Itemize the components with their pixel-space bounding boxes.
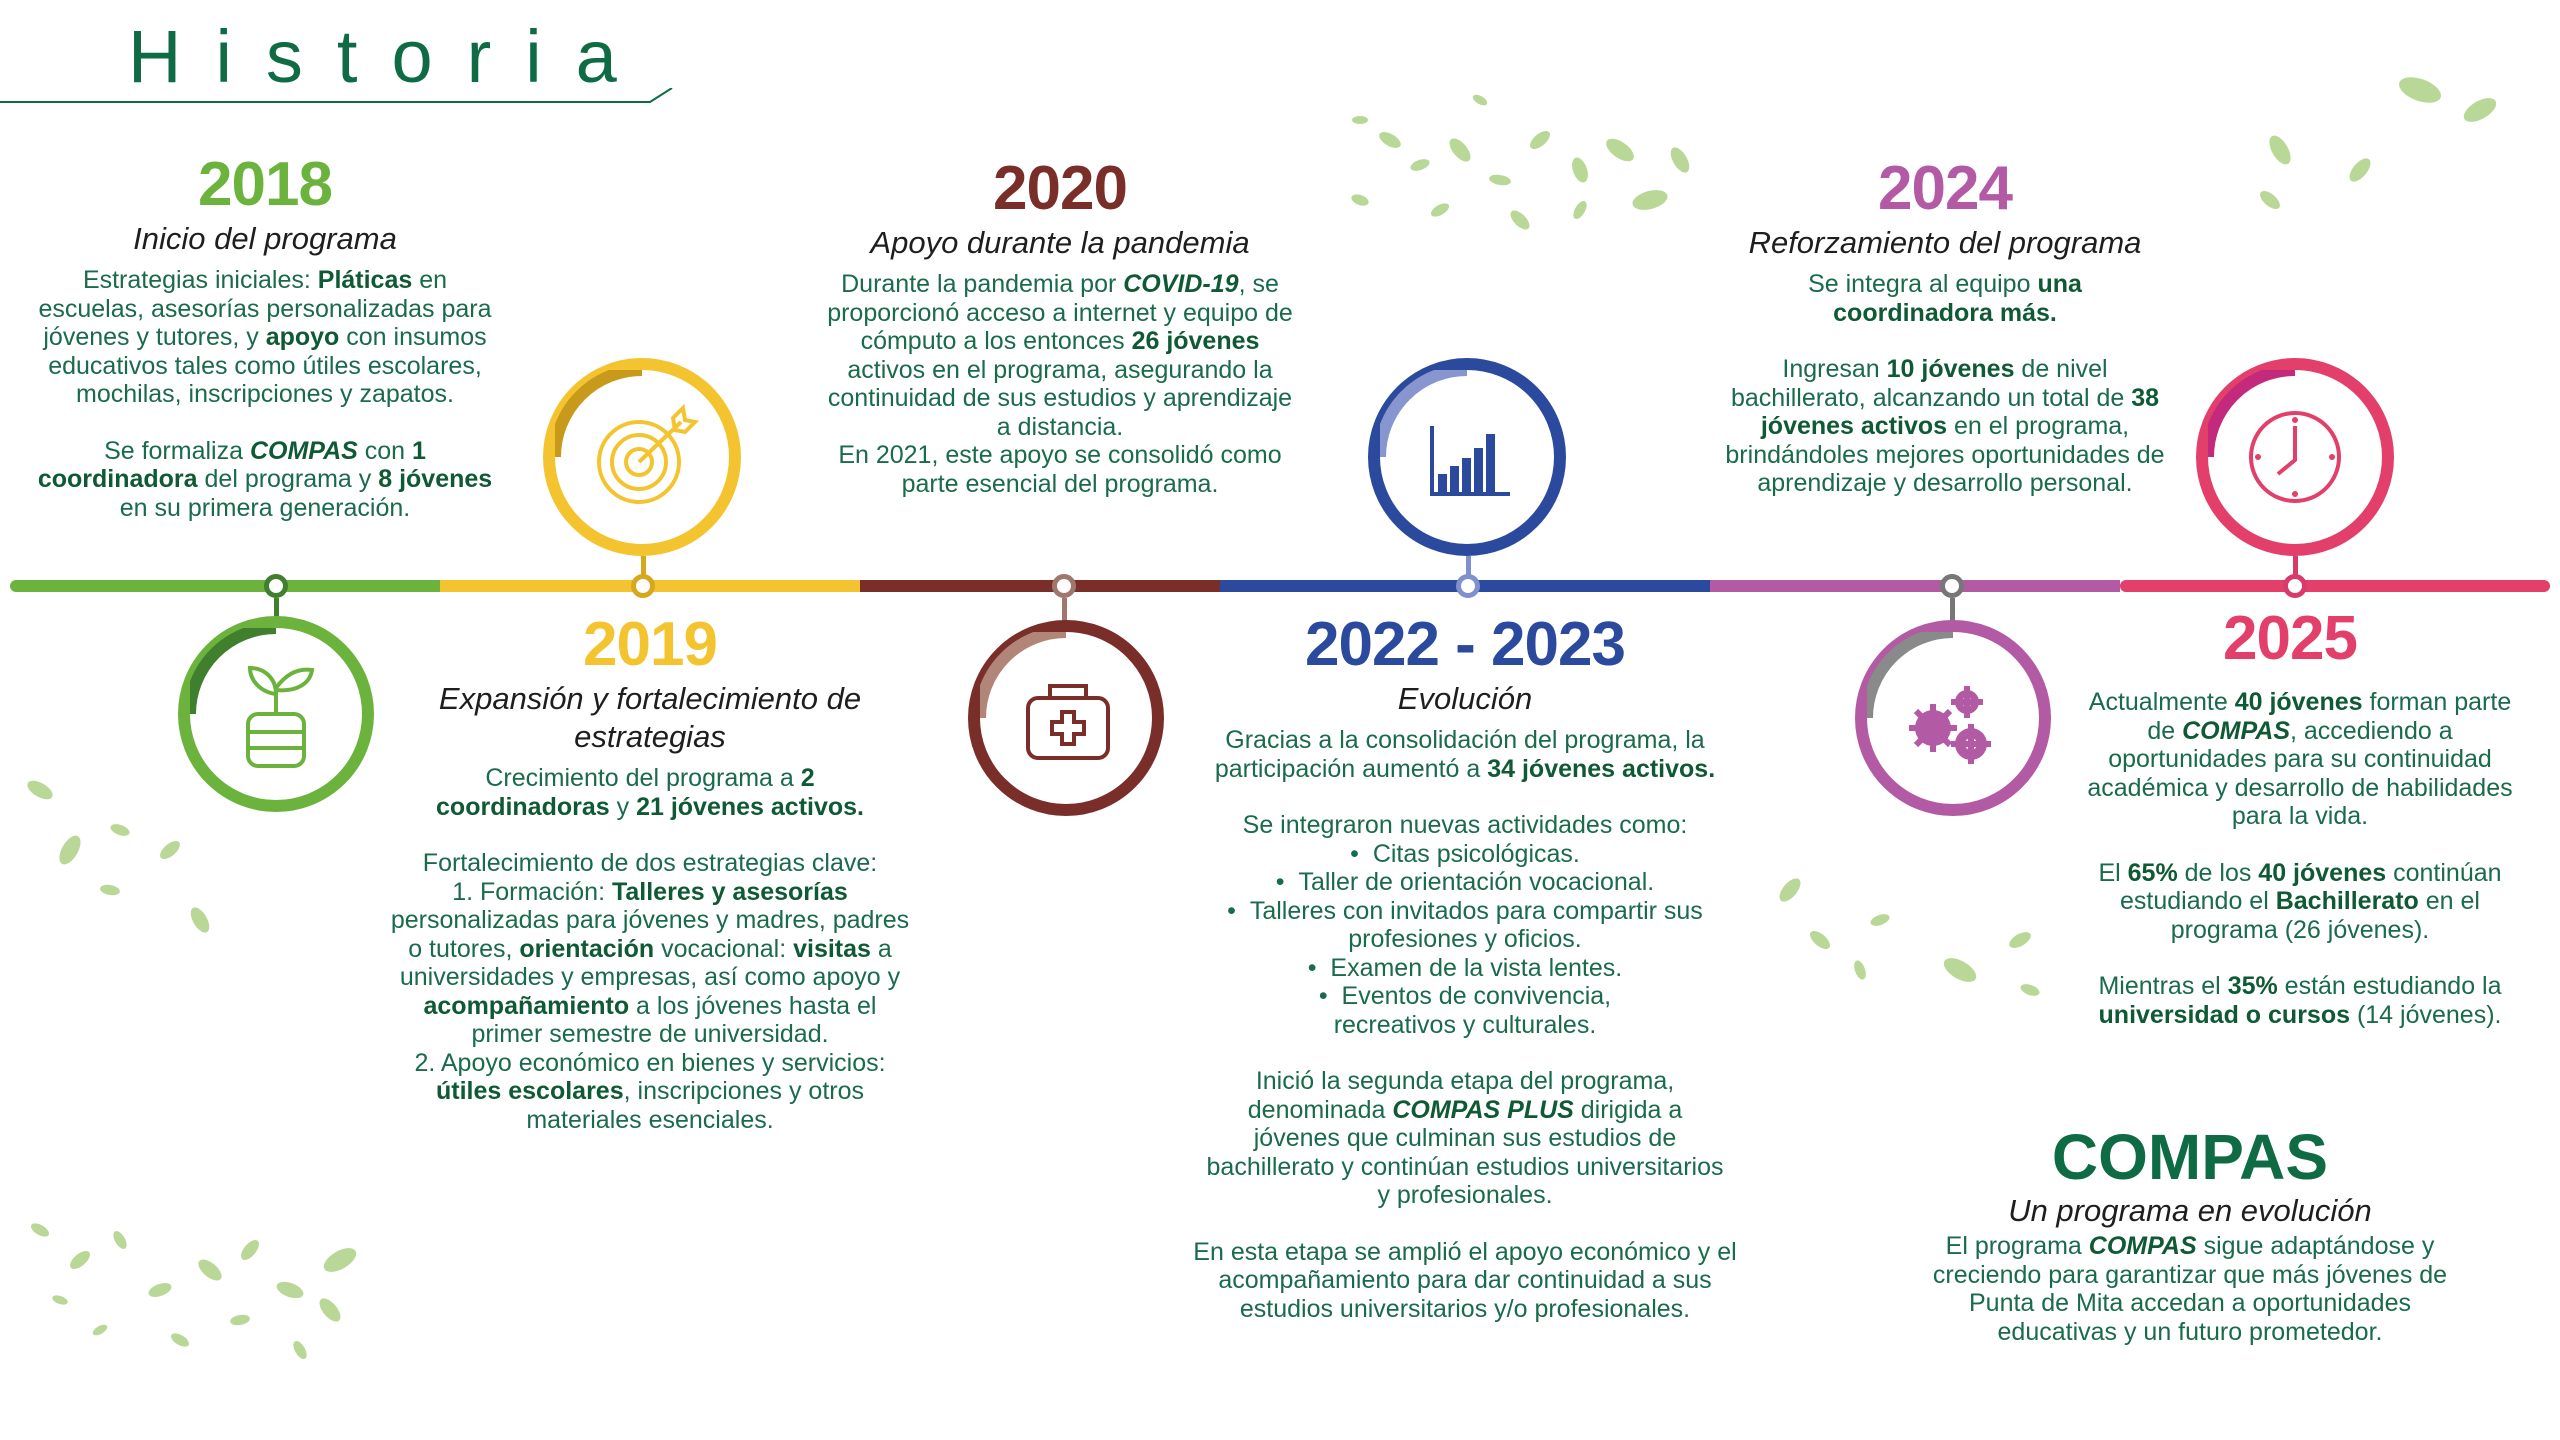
section-2019 [390, 610, 910, 1134]
text-2018-p2: Se formaliza COMPAS con 1 coordinadora del programa y 8 jóvenes en su primera generación. [37, 436, 493, 522]
circle-2024 [1855, 620, 2051, 816]
section-2024 [1690, 154, 2200, 498]
compas-subtitle: Un programa en evolución [2008, 1193, 2372, 1228]
circle-2022 [1368, 358, 1566, 556]
compas-text: El programa COMPAS sigue adaptándose y creciendo para garantizar que más jóvenes de Punta de Mita accedan a oportunidades educativas y un futuro prometedor. [1932, 1232, 2448, 1346]
text-2019-l2: 2. Apoyo económico en bienes y servicios: útiles escolares, inscripciones y otros materiales esenciales. [414, 1048, 886, 1134]
section-2022-2023 [1170, 610, 1760, 1323]
timeline-dot-2024[interactable] [1940, 574, 1964, 598]
timeline-dot-2020[interactable] [1052, 574, 1076, 598]
text-2022-p4: En esta etapa se amplió el apoyo económico y el acompañamiento para dar continuidad a sus estudios universitarios y/o profesionales. [1193, 1237, 1737, 1323]
bar-chart-icon [1380, 370, 1554, 544]
subtitle-2019: Expansión y fortalecimiento de estrategias [438, 681, 862, 754]
circle-2019 [543, 358, 741, 556]
timeline-line [0, 570, 2560, 600]
text-2022-p2: Se integraron nuevas actividades como: [1242, 811, 1688, 839]
list-item: • Examen de la vista lentes. [1307, 953, 1623, 982]
first-aid-kit-icon [980, 632, 1152, 804]
text-2022-p1: Gracias a la consolidación del programa, la participación aumentó a 34 jóvenes activos. [1214, 726, 1716, 783]
section-2018 [30, 150, 500, 522]
list-item: • Taller de orientación vocacional. [1275, 868, 1655, 896]
circle-2018 [178, 616, 374, 812]
timeline-dot-2022[interactable] [1456, 574, 1480, 598]
subtitle-2018: Inicio del programa [133, 221, 397, 256]
list-item: • Talleres con invitados para compartir sus profesiones y oficios. [1227, 896, 1703, 953]
section-compas [1890, 1122, 2490, 1346]
plant-icon [190, 628, 362, 800]
section-2020 [820, 154, 1300, 498]
subtitle-2024: Reforzamiento del programa [1748, 225, 2142, 260]
text-2024-p2: Ingresan 10 jóvenes de nivel bachillerato, alcanzando un total de 38 jóvenes activos en el programa, brindándoles mejores oportunidades de aprendizaje y desarrollo personal. [1725, 355, 2165, 497]
year-2018: 2018 [198, 150, 332, 219]
circle-2020 [968, 620, 1164, 816]
text-2025-p3: Mientras el 35% están estudiando la universidad o cursos (14 jóvenes). [2098, 972, 2502, 1029]
year-2024: 2024 [1878, 154, 2012, 223]
clock-icon [2208, 370, 2382, 544]
timeline-dot-2019[interactable] [631, 574, 655, 598]
circle-2025 [2196, 358, 2394, 556]
text-2020-p2: En 2021, este apoyo se consolidó como parte esencial del programa. [838, 441, 1282, 498]
text-2018-p1: Estrategias iniciales: Pláticas en escuelas, asesorías personalizadas para jóvenes y tutores, y apoyo con insumos educativos tales como útiles escolares, mochilas, inscripciones y zapatos. [38, 266, 492, 408]
timeline-dot-2018[interactable] [264, 574, 288, 598]
text-2025-p2: El 65% de los 40 jóvenes continúan estudiando el Bachillerato en el programa (26 jóvenes). [2098, 858, 2502, 944]
subtitle-2020: Apoyo durante la pandemia [870, 225, 1250, 260]
list-item: • Eventos de convivencia, recreativos y culturales. [1318, 982, 1612, 1039]
text-2019-l1: 1. Formación: Talleres y asesorías personalizadas para jóvenes y madres, padres o tutores, orientación vocacional: visitas a universidades y empresas, así como apoyo y acompañamiento a los jóvenes hasta el primer semestre de universidad. [390, 877, 910, 1048]
text-2019-p1: Crecimiento del programa a 2 coordinadoras y 21 jóvenes activos. [436, 764, 864, 821]
compas-title: COMPAS [2051, 1121, 2329, 1193]
page-title: Historia [128, 15, 651, 98]
list-item: • Citas psicológicas. [1350, 839, 1580, 868]
year-2020: 2020 [993, 154, 1127, 223]
year-2022-2023: 2022 - 2023 [1305, 610, 1625, 679]
text-2024-p1: Se integra al equipo una coordinadora más. [1808, 270, 2082, 327]
text-2022-p3: Inició la segunda etapa del programa, denominada COMPAS PLUS dirigida a jóvenes que culminan sus estudios de bachillerato y continúan estudios universitarios y profesionales. [1206, 1067, 1724, 1209]
text-2020-p1: Durante la pandemia por COVID-19, se proporcionó acceso a internet y equipo de cómputo a los entonces 26 jóvenes activos en el programa, asegurando la continuidad de sus estudios y aprendizaje a distancia. [827, 270, 1293, 441]
timeline-dot-2025[interactable] [2283, 574, 2307, 598]
text-2019-p2: Fortalecimiento de dos estrategias clave: [422, 849, 878, 877]
year-2025: 2025 [2223, 604, 2357, 673]
section-2025 [2060, 604, 2540, 1029]
text-2025-p1: Actualmente 40 jóvenes forman parte de COMPAS, accediendo a oportunidades para su continuidad académica y desarrollo de habilidades para la vida. [2087, 688, 2513, 830]
gears-icon [1867, 632, 2039, 804]
year-2019: 2019 [583, 610, 717, 679]
subtitle-2022: Evolución [1397, 681, 1533, 716]
target-icon [555, 370, 729, 544]
